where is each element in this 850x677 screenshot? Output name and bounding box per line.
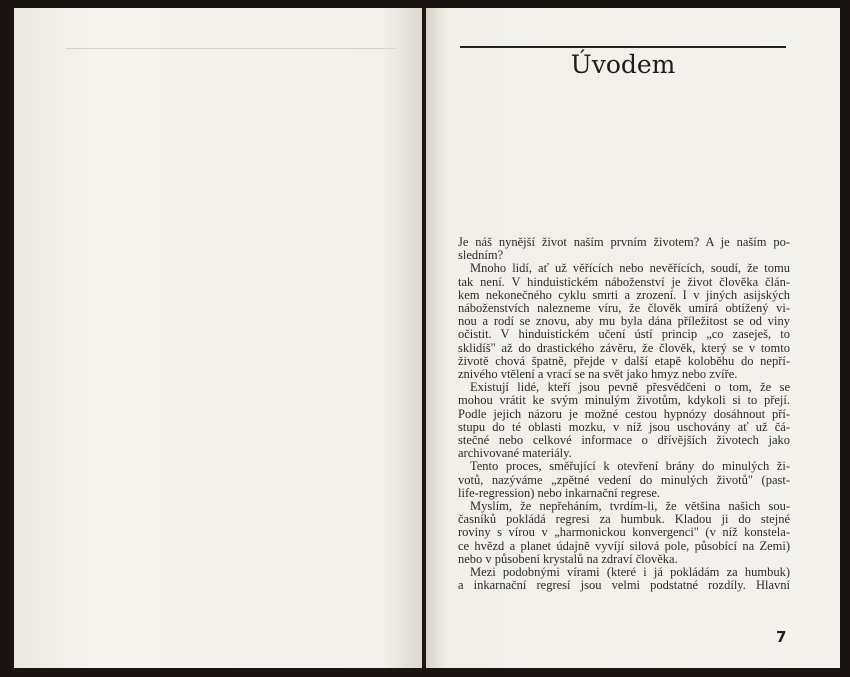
paragraph bbox=[458, 262, 790, 381]
header-rule bbox=[460, 46, 786, 48]
text-line: Existují lidé, kteří jsou pevně přesvědčeni o tom, že se bbox=[470, 380, 790, 395]
text-line: Mnoho lidí, ať už věřících nebo nevěřících, soudí, že tomu bbox=[470, 261, 790, 276]
page-number: 7 bbox=[776, 628, 787, 646]
text-line: Podle jejich názoru je možné cestou hypnózy dosáhnout pří- bbox=[458, 406, 790, 421]
left-page bbox=[14, 8, 422, 668]
text-line: a inkarnační regresí jsou velmi podstatné rozdíly. Hlavní bbox=[458, 578, 790, 593]
text-line: nou a rodí se znovu, aby mu byla dána příležitost se od viny bbox=[458, 314, 790, 329]
text-line: roviny s vírou v „harmonickou konvergenci" (v níž konstela- bbox=[458, 525, 790, 540]
text-line: stečné nebo celkové informace o dřívějších životech jako bbox=[458, 433, 790, 448]
text-line: znivého vtělení a vrací se na svět jako hmyz nebo zvíře. bbox=[458, 367, 738, 382]
text-line: kem nekonečného cyklu smrti a zrození. I v jiných asijských bbox=[458, 287, 790, 302]
paragraph bbox=[458, 460, 790, 500]
text-line: sklidíš" až do drastického závěru, že člověk, který se v tomto bbox=[458, 340, 790, 355]
text-line: sledním? bbox=[458, 248, 504, 263]
paragraph bbox=[458, 500, 790, 566]
text-line: life-regression) nebo inkarnační regrese. bbox=[458, 485, 660, 500]
text-line: Myslím, že nepřeháním, tvrdím-li, že většina našich sou- bbox=[470, 499, 790, 514]
text-line: archivované materiály. bbox=[458, 446, 572, 461]
text-line: časníků pokládá regresi za humbuk. Kladou ji do stejné bbox=[458, 512, 790, 527]
paragraph bbox=[458, 381, 790, 460]
text-line: Mezi podobnými vírami (které i já pokládám za humbuk) bbox=[470, 565, 790, 580]
right-page bbox=[426, 8, 840, 668]
text-line: Tento proces, směřující k otevření brány do minulých ži- bbox=[470, 459, 790, 474]
text-line: ce hvězd a planet údajně vyvíjí silová pole, působící na Zemi) bbox=[458, 538, 790, 553]
paragraph bbox=[458, 236, 790, 262]
chapter-title: Úvodem bbox=[570, 50, 676, 79]
body-text bbox=[458, 236, 790, 592]
text-line: nebo v působení krystalů na zdraví člověka. bbox=[458, 551, 678, 566]
text-line: stupu do té oblasti mozku, v níž jsou uschovány ať už čá- bbox=[458, 419, 790, 434]
text-line: Je náš nynější život naším prvním životem? A je naším po- bbox=[458, 235, 790, 249]
text-line: náboženstvích nalezneme víru, že člověk umírá obtížený vi- bbox=[458, 301, 790, 316]
text-line: očistit. V hinduistickém učení ústí princip „co zaseješ, to bbox=[458, 327, 790, 342]
text-line: životě chová špatně, přejde v další etapě koloběhu do nepří- bbox=[458, 353, 790, 368]
text-line: mohou vrátit ke svým minulým životům, kdykoli si to přejí. bbox=[458, 393, 790, 408]
text-line: votů, nazýváme „zpětné vedení do minulých životů" (past- bbox=[458, 472, 790, 487]
paragraph bbox=[458, 566, 790, 592]
text-line: tak není. V hinduistickém náboženství je život člověka člán- bbox=[458, 274, 790, 289]
bleed-through-rule bbox=[66, 48, 396, 49]
